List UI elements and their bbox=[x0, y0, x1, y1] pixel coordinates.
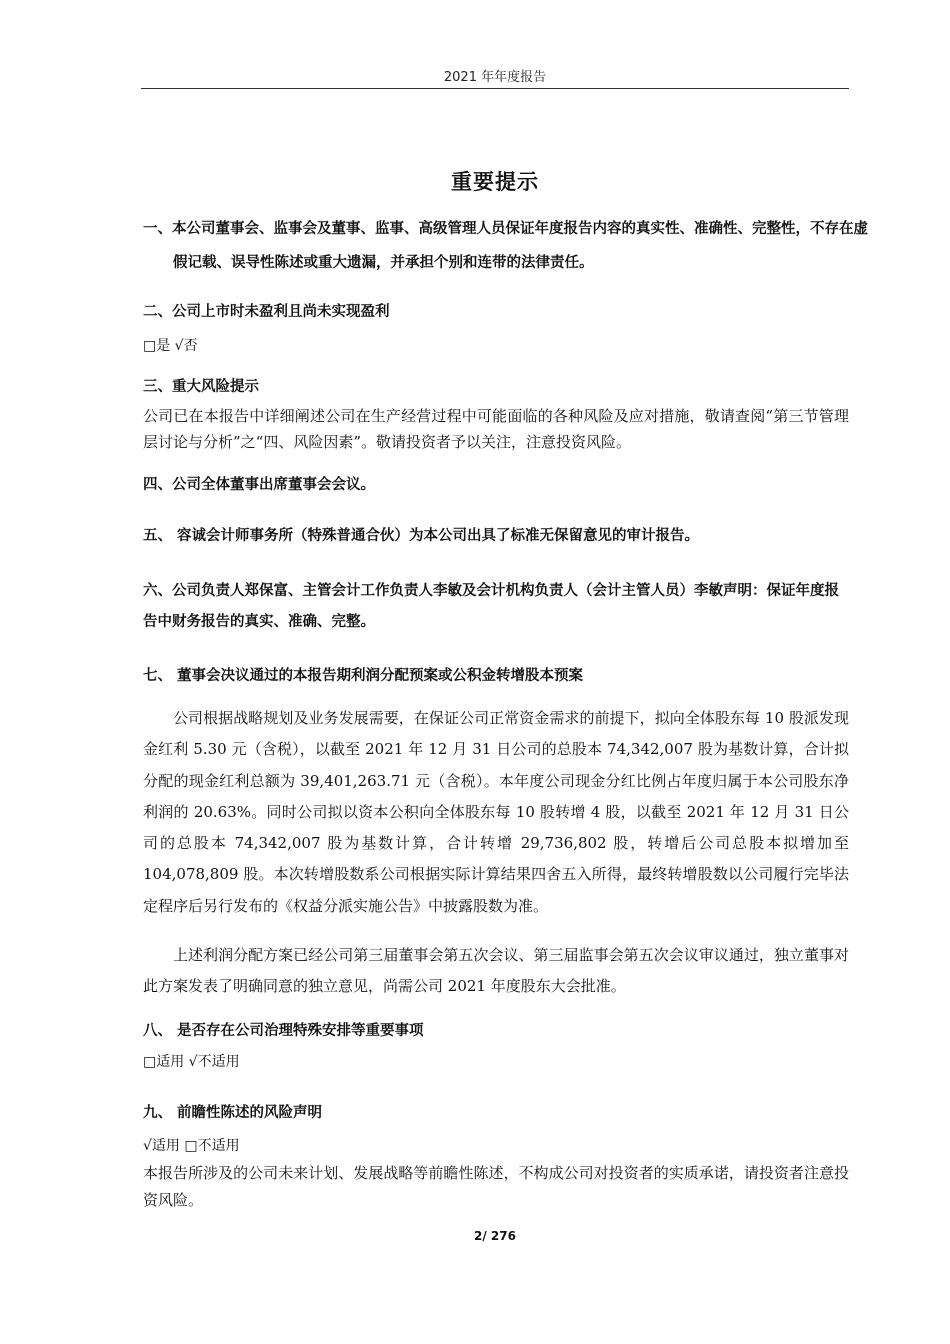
section-7-heading: 七、 董事会决议通过的本报告期利润分配预案或公积金转增股本预案 bbox=[143, 668, 584, 684]
header-divider bbox=[141, 88, 849, 89]
section-1-statement: 一、本公司董事会、监事会及董事、监事、高级管理人员保证年度报告内容的真实性、准确性、完整性，不存在虚假记载、误导性陈述或重大遗漏，并承担个别和连带的法律责任。 bbox=[143, 221, 868, 271]
section-2-heading: 二、公司上市时未盈利且尚未实现盈利 bbox=[143, 304, 390, 320]
section-5-statement: 五、 容诚会计师事务所（特殊普通合伙）为本公司出具了标准无保留意见的审计报告。 bbox=[143, 528, 700, 544]
section-4-statement: 四、公司全体董事出席董事会会议。 bbox=[143, 477, 375, 493]
section-2-options: □是 √否 bbox=[143, 338, 198, 354]
page-number: 2/ 276 bbox=[474, 1229, 516, 1243]
section-8-heading: 八、 是否存在公司治理特殊安排等重要事项 bbox=[143, 1023, 424, 1039]
section-3-heading: 三、重大风险提示 bbox=[143, 379, 259, 395]
section-7-paragraph-1: 公司根据战略规划及业务发展需要，在保证公司正常资金需求的前提下，拟向全体股东每 10 股派发现金红利 5.30 元（含税），以截至 2021 年 12 月 31 日公司的总股本 74,342,007 股为基数计算，合计拟分配的现金红利总额为 39,401,263.71 元（含税）。本年度公司现金分红比例占年度归属于本公司股东净利润的 20.63%。同时公司拟以资本公积向全体股东每 10 股转增 4 股，以截至 2021 年 12 月 31 日公司的总股本 74,342,007 股为基数计算，合计转增 29,736,802 股，转增后公司总股本拟增加至 104,078,809 股。本次转增股数系公司根据实际计算结果四舍五入所得，最终转增股数以公司履行完毕法定程序后另行发布的《权益分派实施公告》中披露股数为准。 bbox=[143, 709, 849, 915]
section-9-options: √适用 □不适用 bbox=[143, 1138, 240, 1154]
section-3-body: 公司已在本报告中详细阐述公司在生产经营过程中可能面临的各种风险及应对措施，敬请查阅“第三节管理层讨论与分析”之“四、风险因素”。敬请投资者予以关注，注意投资风险。 bbox=[143, 407, 849, 451]
section-8-options: □适用 √不适用 bbox=[143, 1054, 240, 1070]
section-6-statement: 六、公司负责人郑保富、主管会计工作负责人李敏及会计机构负责人（会计主管人员）李敏声明：保证年度报告中财务报告的真实、准确、完整。 bbox=[143, 583, 839, 630]
report-header: 2021 年年度报告 bbox=[443, 70, 547, 85]
section-9-heading: 九、 前瞻性陈述的风险声明 bbox=[143, 1105, 323, 1121]
section-7-paragraph-2: 上述利润分配方案已经公司第三届董事会第五次会议、第三届监事会第五次会议审议通过，独立董事对此方案发表了明确同意的独立意见，尚需公司 2021 年度股东大会批准。 bbox=[143, 946, 849, 995]
page-title: 重要提示 bbox=[451, 170, 539, 194]
section-9-body: 本报告所涉及的公司未来计划、发展战略等前瞻性陈述，不构成公司对投资者的实质承诺，请投资者注意投资风险。 bbox=[143, 1164, 849, 1209]
